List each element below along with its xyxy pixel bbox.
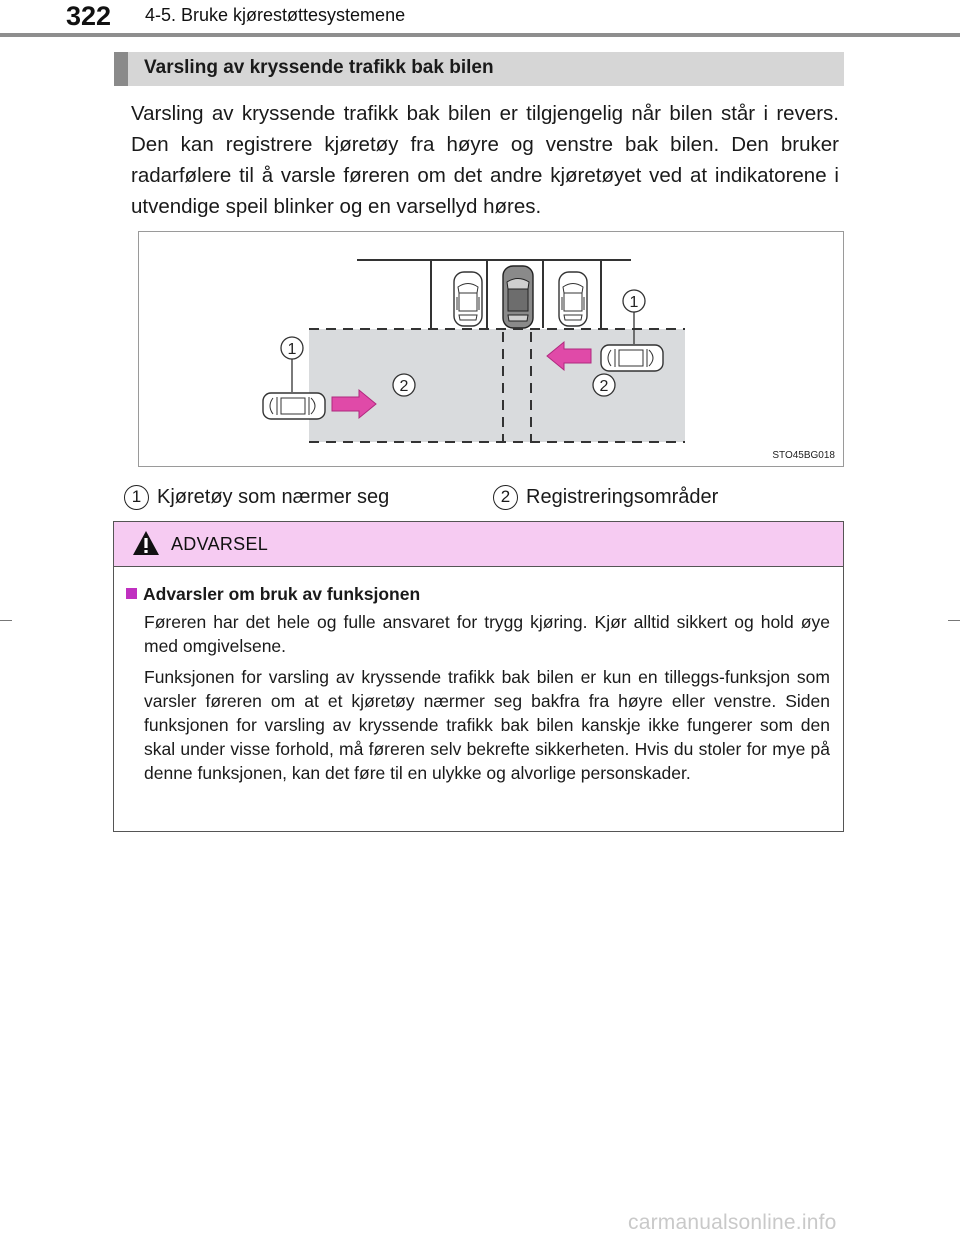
approaching-car-left <box>263 393 325 419</box>
section-heading-text: Varsling av kryssende trafikk bak bilen <box>144 57 494 78</box>
intro-paragraph: Varsling av kryssende trafikk bak bilen er tilgjengelig når bilen står i revers. Den kan registrere kjøretøy fra høyre og venstre bak bilen. Den bruker radarfølere til å varsle føreren om det andre kjøretøyet ved at indikatorene i utvendige speil blinker og en varsellyd høres. <box>131 102 839 218</box>
own-car <box>503 266 533 328</box>
legend-label-1: Kjøretøy som nærmer seg <box>157 486 390 508</box>
section-heading-bar <box>114 52 128 86</box>
warning-header <box>114 522 843 567</box>
legend-item-2 <box>493 485 718 510</box>
parked-car-right <box>559 272 587 326</box>
callout-1-left: 1 <box>287 341 297 358</box>
crop-mark-right <box>948 620 960 621</box>
legend-badge-1: 1 <box>124 485 149 510</box>
header-divider <box>0 33 960 37</box>
callout-2-right: 2 <box>599 378 609 395</box>
warning-subheading <box>126 584 420 605</box>
square-bullet-icon <box>126 588 137 599</box>
legend-label-2: Registreringsområder <box>526 486 719 508</box>
callout-1-right: 1 <box>629 294 639 311</box>
warning-box <box>113 521 844 832</box>
warning-subheading-text: Advarsler om bruk av funksjonen <box>143 584 421 604</box>
warning-title: ADVARSEL <box>171 534 269 554</box>
page-number: 322 <box>66 1 112 31</box>
figure-code: STO45BG018 <box>772 450 835 461</box>
warning-triangle-icon <box>132 530 160 556</box>
legend-badge-2: 2 <box>493 485 518 510</box>
rcta-diagram-drawing <box>139 232 843 466</box>
warning-paragraph-2: Funksjonen for varsling av kryssende trafikk bak bilen er kun en tilleggs-funksjon som varsler føreren om at et kjøretøy nærmer seg bakfra fra høyre eller venstre. Siden funksjonen for varsling av kryssende trafikk bak bilen kanskje ikke fungerer som den skal under visse forhold, må føreren selv bekrefte sikkerheten. Hvis du stoler for mye på denne funksjonen, kan det føre til en ulykke og alvorlige personskader. <box>144 667 830 783</box>
warning-paragraph-1: Føreren har det hele og fulle ansvaret for trygg kjøring. Kjør alltid sikkert og hold øye med omgivelsene. <box>144 612 830 656</box>
chapter-title: 4-5. Bruke kjørestøttesystemene <box>145 5 406 25</box>
callout-2-left: 2 <box>399 378 409 395</box>
watermark: carmanualsonline.info <box>628 1211 837 1234</box>
parked-car-left <box>454 272 482 326</box>
rcta-diagram <box>138 231 844 467</box>
section-heading <box>114 52 844 86</box>
approaching-car-right <box>601 345 663 371</box>
crop-mark-left <box>0 620 12 621</box>
legend-item-1 <box>124 485 389 510</box>
